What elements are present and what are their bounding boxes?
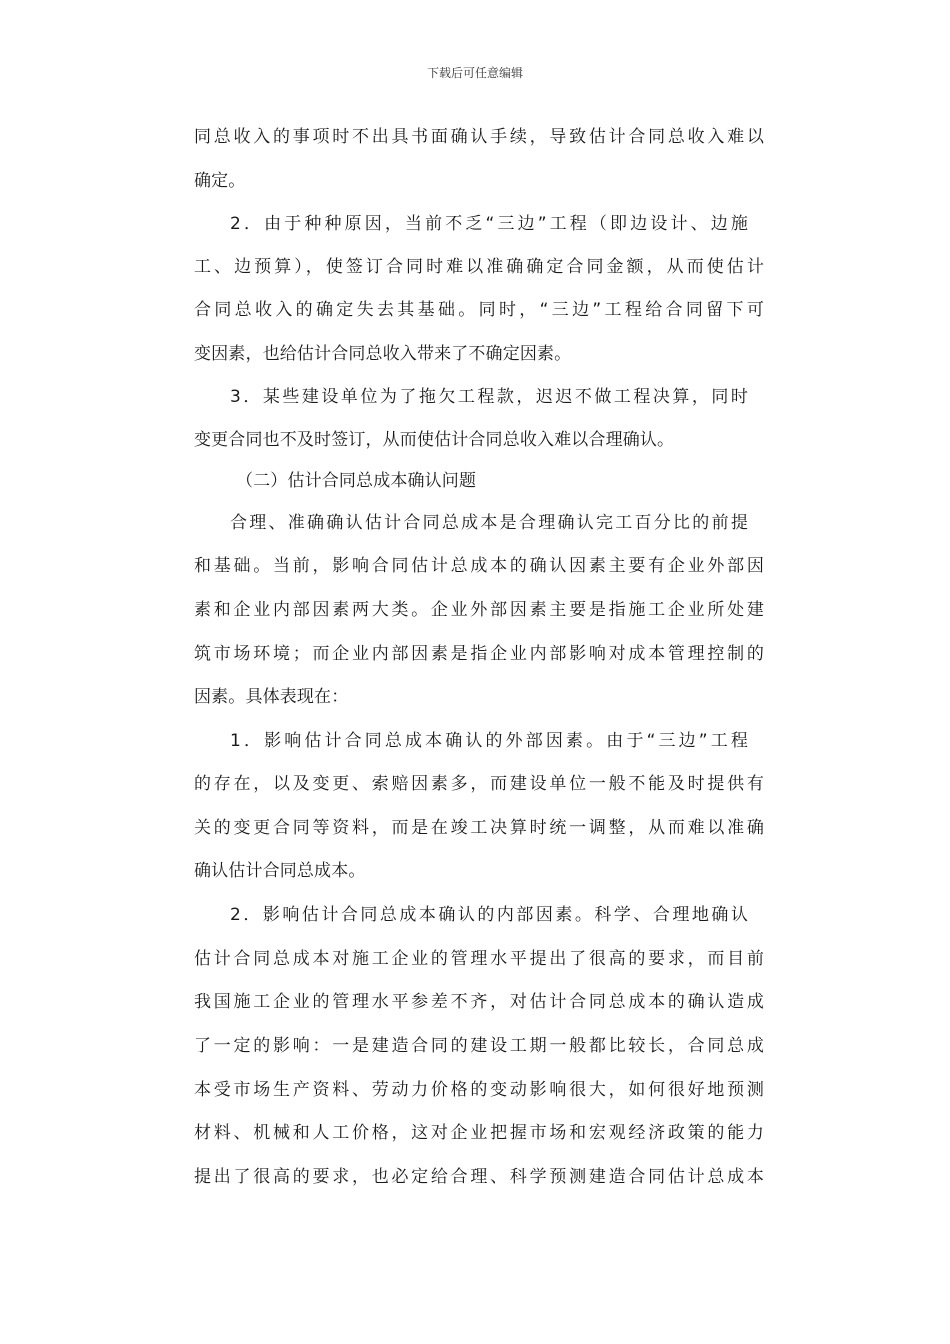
text-line: 材料、机械和人工价格，这对企业把握市场和宏观经济政策的能力 [194, 1123, 764, 1143]
text-line: 素和企业内部因素两大类。企业外部因素主要是指施工企业所处建 [194, 600, 764, 620]
text-line: 2．影响估计合同总成本确认的内部因素。科学、合理地确认 [230, 905, 748, 925]
text-line: 和基础。当前，影响合同估计总成本的确认因素主要有企业外部因 [194, 556, 764, 576]
text-line: 合同总收入的确定失去其基础。同时，“三边”工程给合同留下可 [194, 300, 764, 320]
text-line: 2．由于种种原因，当前不乏“三边”工程（即边设计、边施 [230, 214, 748, 234]
text-line: 工、边预算），使签订合同时难以准确确定合同金额，从而使估计 [194, 257, 764, 277]
text-line: 因素。具体表现在： [194, 687, 349, 707]
text-line: 的存在，以及变更、索赔因素多，而建设单位一般不能及时提供有 [194, 774, 764, 794]
text-line: 3．某些建设单位为了拖欠工程款，迟迟不做工程决算，同时 [230, 387, 748, 407]
text-line: 了一定的影响：一是建造合同的建设工期一般都比较长，合同总成 [194, 1036, 764, 1056]
text-line: 估计合同总成本对施工企业的管理水平提出了很高的要求，而目前 [194, 949, 764, 969]
text-line: 本受市场生产资料、劳动力价格的变动影响很大，如何很好地预测 [194, 1080, 764, 1100]
text-line: 我国施工企业的管理水平参差不齐，对估计合同总成本的确认造成 [194, 992, 764, 1012]
text-line: 筑市场环境；而企业内部因素是指企业内部影响对成本管理控制的 [194, 644, 764, 664]
text-line: 确认估计合同总成本。 [194, 861, 366, 881]
section-heading: （二）估计合同总成本确认问题 [236, 471, 477, 491]
text-line: 合理、准确确认估计合同总成本是合理确认完工百分比的前提 [230, 513, 748, 533]
text-line: 变因素，也给估计合同总收入带来了不确定因素。 [194, 344, 572, 364]
text-line: 关的变更合同等资料，而是在竣工决算时统一调整，从而难以准确 [194, 818, 764, 838]
text-line: 确定。 [194, 171, 246, 191]
text-line: 同总收入的事项时不出具书面确认手续，导致估计合同总收入难以 [194, 127, 764, 147]
text-line: 提出了很高的要求，也必定给合理、科学预测建造合同估计总成本 [194, 1167, 764, 1187]
text-line: 1．影响估计合同总成本确认的外部因素。由于“三边”工程 [230, 731, 748, 751]
page-header-caption: 下载后可任意编辑 [426, 66, 523, 80]
text-line: 变更合同也不及时签订，从而使估计合同总收入难以合理确认。 [194, 430, 675, 450]
